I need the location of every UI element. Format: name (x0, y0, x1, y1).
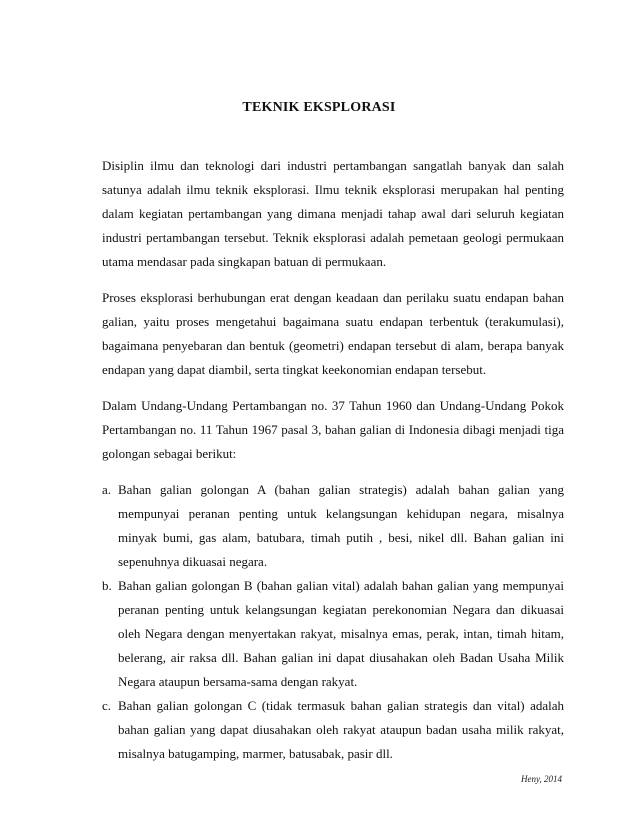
list-item-golongan-c (102, 694, 564, 766)
list-item-text: Bahan galian golongan A (bahan galian strategis) adalah bahan galian yang mempunyai peranan penting untuk kelangsungan kehidupan negara, misalnya minyak bumi, gas alam, batubara, timah putih , besi, nikel dll. Bahan galian ini sepenuhnya dikuasai negara. (118, 482, 564, 569)
paragraph-intro: Disiplin ilmu dan teknologi dari industri pertambangan sangatlah banyak dan salah satunya adalah ilmu teknik eksplorasi. Ilmu teknik eksplorasi merupakan hal penting dalam kegiatan pertambangan yang dimana menjadi tahap awal dari seluruh kegiatan industri pertambangan tersebut. Teknik eksplorasi adalah pemetaan geologi permukaan utama mendasar pada singkapan batuan di permukaan. (102, 158, 564, 269)
page-title: TEKNIK EKSPLORASI (242, 100, 396, 115)
list-item-golongan-b (102, 574, 564, 694)
paragraph-process: Proses eksplorasi berhubungan erat dengan keadaan dan perilaku suatu endapan bahan galian, yaitu proses mengetahui bagaimana suatu endapan terbentuk (terakumulasi), bagaimana penyebaran dan bentuk (geometri) endapan tersebut di alam, berapa banyak endapan yang dapat diambil, serta tingkat keekonomian endapan tersebut. (102, 290, 564, 377)
list-marker: a. (102, 482, 112, 497)
list-item-text: Bahan galian golongan C (tidak termasuk bahan galian strategis dan vital) adalah bahan galian yang dapat diusahakan oleh rakyat ataupun badan usaha milik rakyat, misalnya batugamping, marmer, batusabak, pasir dll. (118, 698, 564, 761)
list-marker: c. (102, 698, 112, 713)
footer-credit: Heny, 2014 (521, 774, 562, 784)
list-marker: b. (102, 578, 112, 593)
document-body (102, 154, 564, 766)
paragraph-law: Dalam Undang-Undang Pertambangan no. 37 Tahun 1960 dan Undang-Undang Pokok Pertambangan no. 11 Tahun 1967 pasal 3, bahan galian di Indonesia dibagi menjadi tiga golongan sebagai berikut: (102, 398, 564, 461)
list-item-golongan-a (102, 478, 564, 574)
classification-list (102, 478, 564, 766)
list-item-text: Bahan galian golongan B (bahan galian vital) adalah bahan galian yang mempunyai peranan penting untuk kelangsungan kegiatan perekonomian Negara dan dikuasai oleh Negara dengan menyertakan rakyat, misalnya emas, perak, intan, timah hitam, belerang, air raksa dll. Bahan galian ini dapat diusahakan oleh Badan Usaha Milik Negara ataupun bersama-sama dengan rakyat. (118, 578, 564, 689)
